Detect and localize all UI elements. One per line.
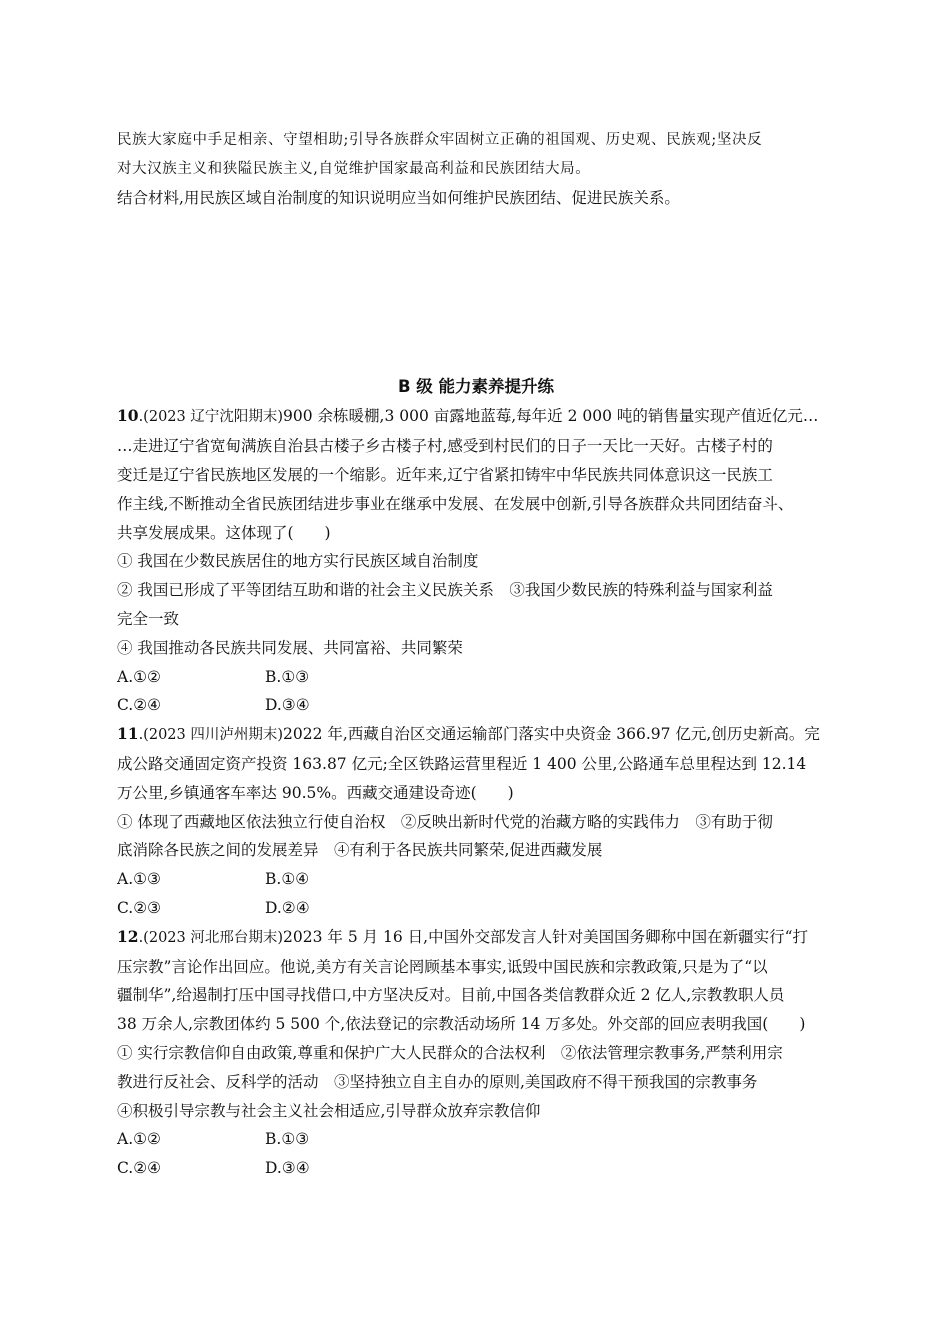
option-c[interactable]: C.②③ [117, 898, 162, 917]
question-source: .(2023 河北邢台期末) [138, 929, 284, 946]
question-text: 2022 年,西藏自治区交通运输部门落实中央资金 366.97 亿元,创历史新高。完 [283, 725, 820, 744]
statement-line: ① 我国在少数民族居住的地方实行民族区域自治制度 [117, 552, 479, 571]
question-stem-line: 成公路交通固定资产投资 163.87 亿元;全区铁路运营里程近 1 400 公里,公路通车总里程达到 12.14 [117, 754, 807, 773]
option-b[interactable]: B.①③ [265, 667, 310, 686]
question-text: 900 余栋暖棚,3 000 亩露地蓝莓,每年近 2 000 吨的销售量实现产值近亿元… [283, 407, 819, 426]
option-b[interactable]: B.①④ [265, 870, 310, 889]
section-title: B 级 能力素养提升练 [397, 377, 555, 397]
question-stem-line [117, 402, 835, 432]
question-stem-line: 变迁是辽宁省民族地区发展的一个缩影。近年来,辽宁省紧扣铸牢中华民族共同体意识这一民族工 [117, 465, 773, 484]
option-d[interactable]: D.③④ [265, 1159, 310, 1178]
question-source: .(2023 四川泸州期末) [138, 727, 284, 744]
question-stem-line: 作主线,不断推动全省民族团结进步事业在继承中发展、在发展中创新,引导各族群众共同团结奋斗、 [117, 494, 794, 513]
statement-line: ① 实行宗教信仰自由政策,尊重和保护广大人民群众的合法权利 ②依法管理宗教事务,严禁利用宗 [117, 1043, 783, 1062]
question-11 [117, 720, 835, 923]
option-a[interactable]: A.①② [117, 667, 161, 686]
options-row [117, 691, 835, 720]
statement-line: ② 我国已形成了平等团结互助和谐的社会主义民族关系 ③我国少数民族的特殊利益与国家利益 [117, 581, 773, 600]
question-10 [117, 402, 835, 720]
answer-space [117, 212, 835, 360]
option-c[interactable]: C.②④ [117, 1159, 162, 1178]
intro-line: 民族大家庭中手足相亲、守望相助;引导各族群众牢固树立正确的祖国观、历史观、民族观;坚决反 [117, 132, 763, 148]
question-stem-line: 共享发展成果。这体现了( ) [117, 523, 331, 542]
question-number: 10 [117, 406, 139, 426]
option-a[interactable]: A.①③ [117, 870, 161, 889]
option-a[interactable]: A.①② [117, 1130, 161, 1149]
statement-line: 底消除各民族之间的发展差异 ④有利于各民族共同繁荣,促进西藏发展 [117, 841, 603, 860]
option-c[interactable]: C.②④ [117, 696, 162, 715]
question-stem-line: 疆制华”,给遏制打压中国寻找借口,中方坚决反对。目前,中国各类信教群众近 2 亿人,宗教教职人员 [117, 986, 785, 1005]
statement-line: ④ 我国推动各民族共同发展、共同富裕、共同繁荣 [117, 638, 463, 657]
option-d[interactable]: D.②④ [265, 898, 310, 917]
question-stem-line [117, 720, 835, 750]
question-stem-line: 压宗教”言论作出回应。他说,美方有关言论罔顾基本事实,诋毁中国民族和宗教政策,只是为了“以 [117, 957, 768, 976]
options-row [117, 894, 835, 923]
statement-line: ④积极引导宗教与社会主义社会相适应,引导群众放弃宗教信仰 [117, 1101, 541, 1120]
question-number: 12 [117, 926, 139, 946]
statement-line: 完全一致 [117, 609, 180, 628]
document-page [117, 126, 835, 1183]
options-row [117, 865, 835, 894]
intro-line: 对大汉族主义和狭隘民族主义,自觉维护国家最高利益和民族团结大局。 [117, 160, 591, 177]
option-d[interactable]: D.③④ [265, 696, 310, 715]
question-text: 2023 年 5 月 16 日,中国外交部发言人针对美国国务卿称中国在新疆实行“打 [283, 927, 809, 946]
question-stem-line: …走进辽宁省宽甸满族自治县古楼子乡古楼子村,感受到村民们的日子一天比一天好。古楼子村的 [117, 437, 773, 456]
question-stem-line: 38 万余人,宗教团体约 5 500 个,依法登记的宗教活动场所 14 万多处。外交部的回应表明我国( ) [117, 1015, 806, 1034]
option-b[interactable]: B.①③ [265, 1130, 310, 1149]
question-number: 11 [117, 724, 139, 744]
options-row [117, 1125, 835, 1154]
question-stem-line: 万公里,乡镇通客车率达 90.5%。西藏交通建设奇迹( ) [117, 783, 514, 802]
statement-line: 教进行反社会、反科学的活动 ③坚持独立自主自办的原则,美国政府不得干预我国的宗教事务 [117, 1072, 758, 1091]
intro-prompt: 结合材料,用民族区域自治制度的知识说明应当如何维护民族团结、促进民族关系。 [117, 188, 680, 207]
statement-line: ① 体现了西藏地区依法独立行使自治权 ②反映出新时代党的治藏方略的实践伟力 ③有助于彻 [117, 812, 773, 831]
options-row [117, 1154, 835, 1183]
question-12 [117, 923, 835, 1183]
question-source: .(2023 辽宁沈阳期末) [138, 409, 284, 426]
question-stem-line [117, 923, 835, 953]
options-row [117, 663, 835, 692]
